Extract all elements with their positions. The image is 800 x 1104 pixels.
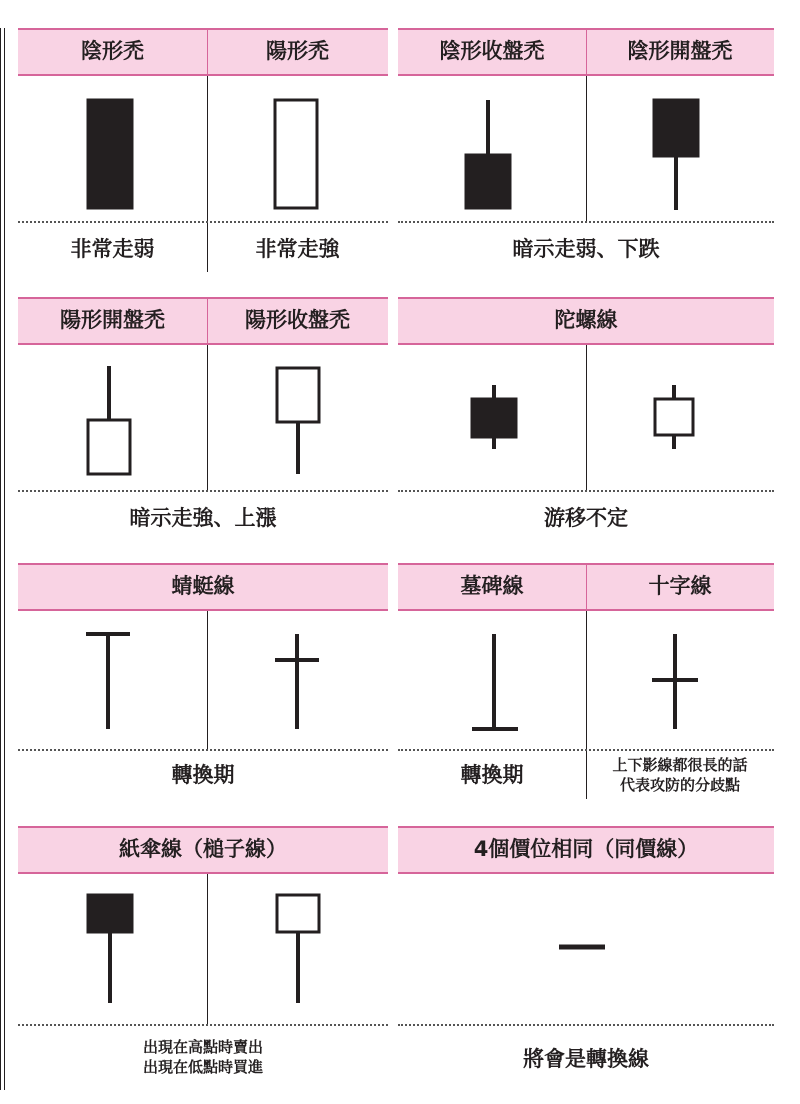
row2-right-dotted-rule [398,490,774,492]
row4-left-dotted-rule [18,1024,388,1026]
row3-left-dotted-rule [18,749,388,751]
white-hammer-candle-icon [274,893,322,1005]
caption-transition-period-left: 轉換期 [171,763,235,787]
header-dragonfly-doji: 蜻蜓線 [171,574,235,598]
caption-implies-strengthening: 暗示走強、上漲 [129,506,277,530]
row3-left-cell-divider [207,611,208,749]
yin-opening-marubozu-candle-icon [652,98,702,212]
yang-marubozu-candle-icon [272,98,322,212]
row1-left-dotted-rule [18,221,388,223]
header-yin-closing-marubozu: 陰形收盤禿 [439,39,545,63]
gravestone-doji-icon [472,634,518,732]
caption-very-weak: 非常走弱 [70,237,155,261]
row1-right-cell-divider [586,76,587,222]
caption-very-strong: 非常走強 [255,237,340,261]
caption-long-shadows-note: 上下影線都很長的話 代表攻防的分歧點 [612,756,748,794]
dragonfly-doji-short-icon [275,634,319,730]
row1-right-dotted-rule [398,221,774,223]
yin-marubozu-candle-icon [86,98,134,212]
black-spinning-top-candle-icon [470,385,518,449]
header-yang-opening-marubozu: 陽形開盤禿 [60,308,165,332]
header-four-price-doji: 4個價位相同（同價線） [473,837,699,861]
caption-transition-period-right: 轉換期 [460,763,524,787]
header-hammer: 紙傘線（槌子線） [119,837,287,861]
header-yin-marubozu: 陰形禿 [81,39,144,63]
row4-left-cell-divider [207,874,208,1024]
center-double-divider [0,28,5,1090]
cross-doji-icon [652,634,698,730]
row3-right-dotted-rule [398,749,774,751]
header-yin-opening-marubozu: 陰形開盤禿 [627,39,733,63]
row2-left-cell-divider [207,345,208,491]
caption-implies-weakening: 暗示走弱、下跌 [512,237,660,261]
header-yang-marubozu: 陽形禿 [266,39,329,63]
four-price-doji-dash-icon [559,942,605,952]
row2-right-cell-divider [586,345,587,491]
header-spinning-top: 陀螺線 [554,308,618,332]
yang-opening-marubozu-candle-icon [85,366,135,478]
yang-closing-marubozu-candle-icon [274,366,324,478]
row4-right-dotted-rule [398,1024,774,1026]
dragonfly-doji-long-icon [86,632,130,730]
caption-sell-high-buy-low: 出現在高點時賣出 出現在低點時買進 [142,1038,263,1076]
white-spinning-top-candle-icon [652,385,698,449]
black-hammer-candle-icon [86,893,134,1005]
header-gravestone-doji: 墓碑線 [460,574,524,598]
yin-closing-marubozu-candle-icon [464,98,514,212]
caption-indecisive: 游移不定 [544,506,628,530]
caption-will-be-reversal: 將會是轉換線 [523,1047,649,1071]
row2-left-dotted-rule [18,490,388,492]
header-yang-closing-marubozu: 陽形收盤禿 [245,308,350,332]
header-cross-doji: 十字線 [648,574,712,598]
